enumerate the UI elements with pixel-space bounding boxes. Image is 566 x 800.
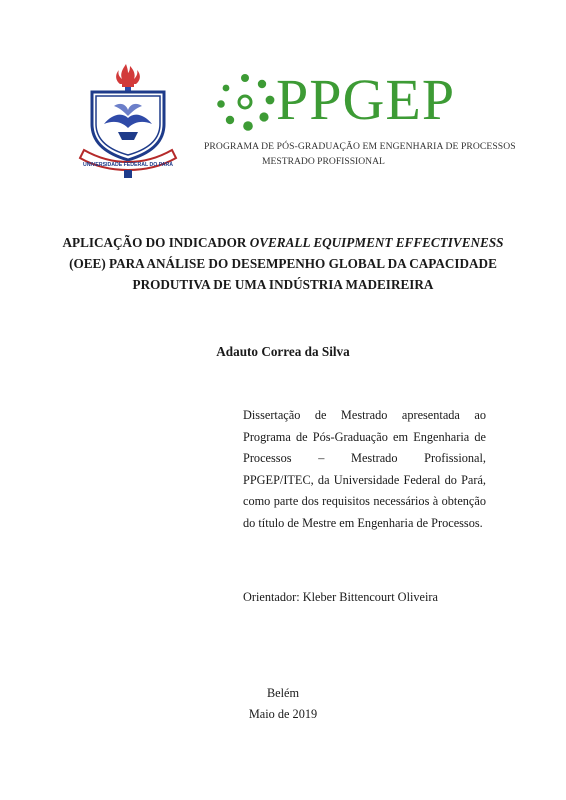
ppgep-logo [204,67,516,180]
title-part1: APLICAÇÃO DO INDICADOR [62,235,250,250]
advisor: Orientador: Kleber Bittencourt Oliveira [243,590,438,604]
title-line2: (OEE) PARA ANÁLISE DO DESEMPENHO GLOBAL DA CAPACIDADE [69,256,497,271]
ppgep-program-name: PROGRAMA DE PÓS-GRADUAÇÃO EM ENGENHARIA DE PROCESSOS [204,141,516,152]
dissertation-title [40,232,526,295]
author-name: Adauto Correa da Silva [216,344,350,359]
ppgep-program-level: MESTRADO PROFISSIONAL [262,156,385,167]
title-line3: PRODUTIVA DE UMA INDÚSTRIA MADEIREIRA [132,277,434,292]
date: Maio de 2019 [248,707,318,721]
place: Belém [266,686,300,700]
ppgep-wordmark: PPGEP [276,67,456,132]
gear-dots-icon [214,72,276,134]
title-emphasis: OVERALL EQUIPMENT EFFECTIVENESS [249,235,504,250]
ufpa-crest-logo [78,62,182,180]
dissertation-description: Dissertação de Mestrado apresentada ao Programa de Pós-Graduação em Engenharia de Processos – Mestrado Profissional, PPGEP/ITEC, da Universidade Federal do Pará, como parte dos requisitos necessários à obtenção do título de Mestre em Engenharia de Processos. [243,408,486,530]
svg-text:UNIVERSIDADE FEDERAL DO PARÁ: UNIVERSIDADE FEDERAL DO PARÁ [82,162,174,168]
